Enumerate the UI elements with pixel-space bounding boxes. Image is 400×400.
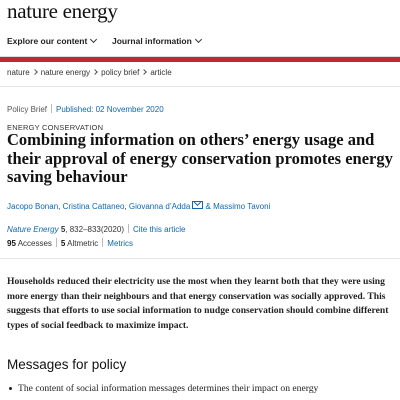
breadcrumb-nature-energy[interactable]: nature energy	[40, 68, 91, 77]
breadcrumb-nature[interactable]: nature	[7, 68, 30, 77]
explore-content-label: Explore our content	[7, 36, 88, 46]
author-list	[7, 201, 270, 211]
divider	[56, 238, 57, 247]
cite-this-article-link[interactable]: Cite this article	[133, 225, 186, 234]
chevron-right-icon	[32, 69, 38, 75]
messages-for-policy-heading: Messages for policy	[7, 357, 127, 372]
breadcrumb-article: article	[150, 68, 172, 77]
article-abstract: Households reduced their electricity use the most when they learnt both that they were using more energy than their neighbours and that energy conservation was socially approved. This suggests that efforts to use social information to nudge conservation should combine different types of social feedback to maximize impact.	[7, 276, 389, 331]
author-ampersand: &	[205, 202, 211, 211]
subject-label[interactable]: ENERGY CONSERVATION	[7, 123, 104, 132]
divider	[102, 238, 103, 247]
main-nav	[0, 26, 400, 57]
policy-message-item: The content of social information messages determines their impact on energy	[18, 383, 319, 394]
author-separator: ,	[58, 202, 61, 211]
journal-information-label: Journal information	[112, 36, 192, 46]
metrics-link[interactable]: Metrics	[107, 239, 134, 248]
header-accent-bar	[0, 57, 400, 62]
chevron-right-icon	[141, 69, 147, 75]
page-range: , 832–833(2020)	[65, 225, 124, 234]
article-type: Policy Brief	[7, 105, 48, 114]
email-icon[interactable]	[192, 201, 203, 209]
divider	[51, 104, 52, 113]
divider	[128, 224, 129, 233]
explore-content-menu[interactable]	[7, 36, 96, 46]
journal-information-menu[interactable]	[112, 36, 201, 46]
altmetric-count: 5	[60, 239, 66, 248]
chevron-down-icon	[195, 36, 202, 43]
citation-line	[7, 224, 185, 234]
author-link[interactable]: Cristina Cattaneo	[62, 202, 125, 211]
altmetric-label: Altmetric	[67, 239, 99, 248]
article-metrics	[7, 238, 133, 248]
volume-number: 5	[60, 225, 66, 234]
breadcrumb-divider	[0, 86, 400, 87]
accesses-label: Accesses	[17, 239, 52, 248]
chevron-down-icon	[90, 36, 97, 43]
metrics-divider	[0, 258, 400, 259]
published-date: Published: 02 November 2020	[56, 105, 164, 114]
article-title: Combining information on others’ energy usage and their approval of energy conservation promotes energy saving behaviour	[7, 130, 393, 186]
author-separator: ,	[124, 202, 127, 211]
breadcrumb	[7, 68, 172, 77]
breadcrumb-policy-brief[interactable]: policy brief	[101, 68, 140, 77]
accesses-count: 95	[7, 239, 16, 248]
author-link[interactable]: Massimo Tavoni	[213, 202, 271, 211]
nature-energy-logo[interactable]: nature energy	[7, 0, 118, 23]
author-link[interactable]: Giovanna d’Adda	[128, 202, 191, 211]
chevron-right-icon	[92, 69, 98, 75]
journal-name-link[interactable]: Nature Energy	[7, 225, 59, 234]
article-meta	[7, 104, 164, 114]
author-link[interactable]: Jacopo Bonan	[7, 202, 59, 211]
